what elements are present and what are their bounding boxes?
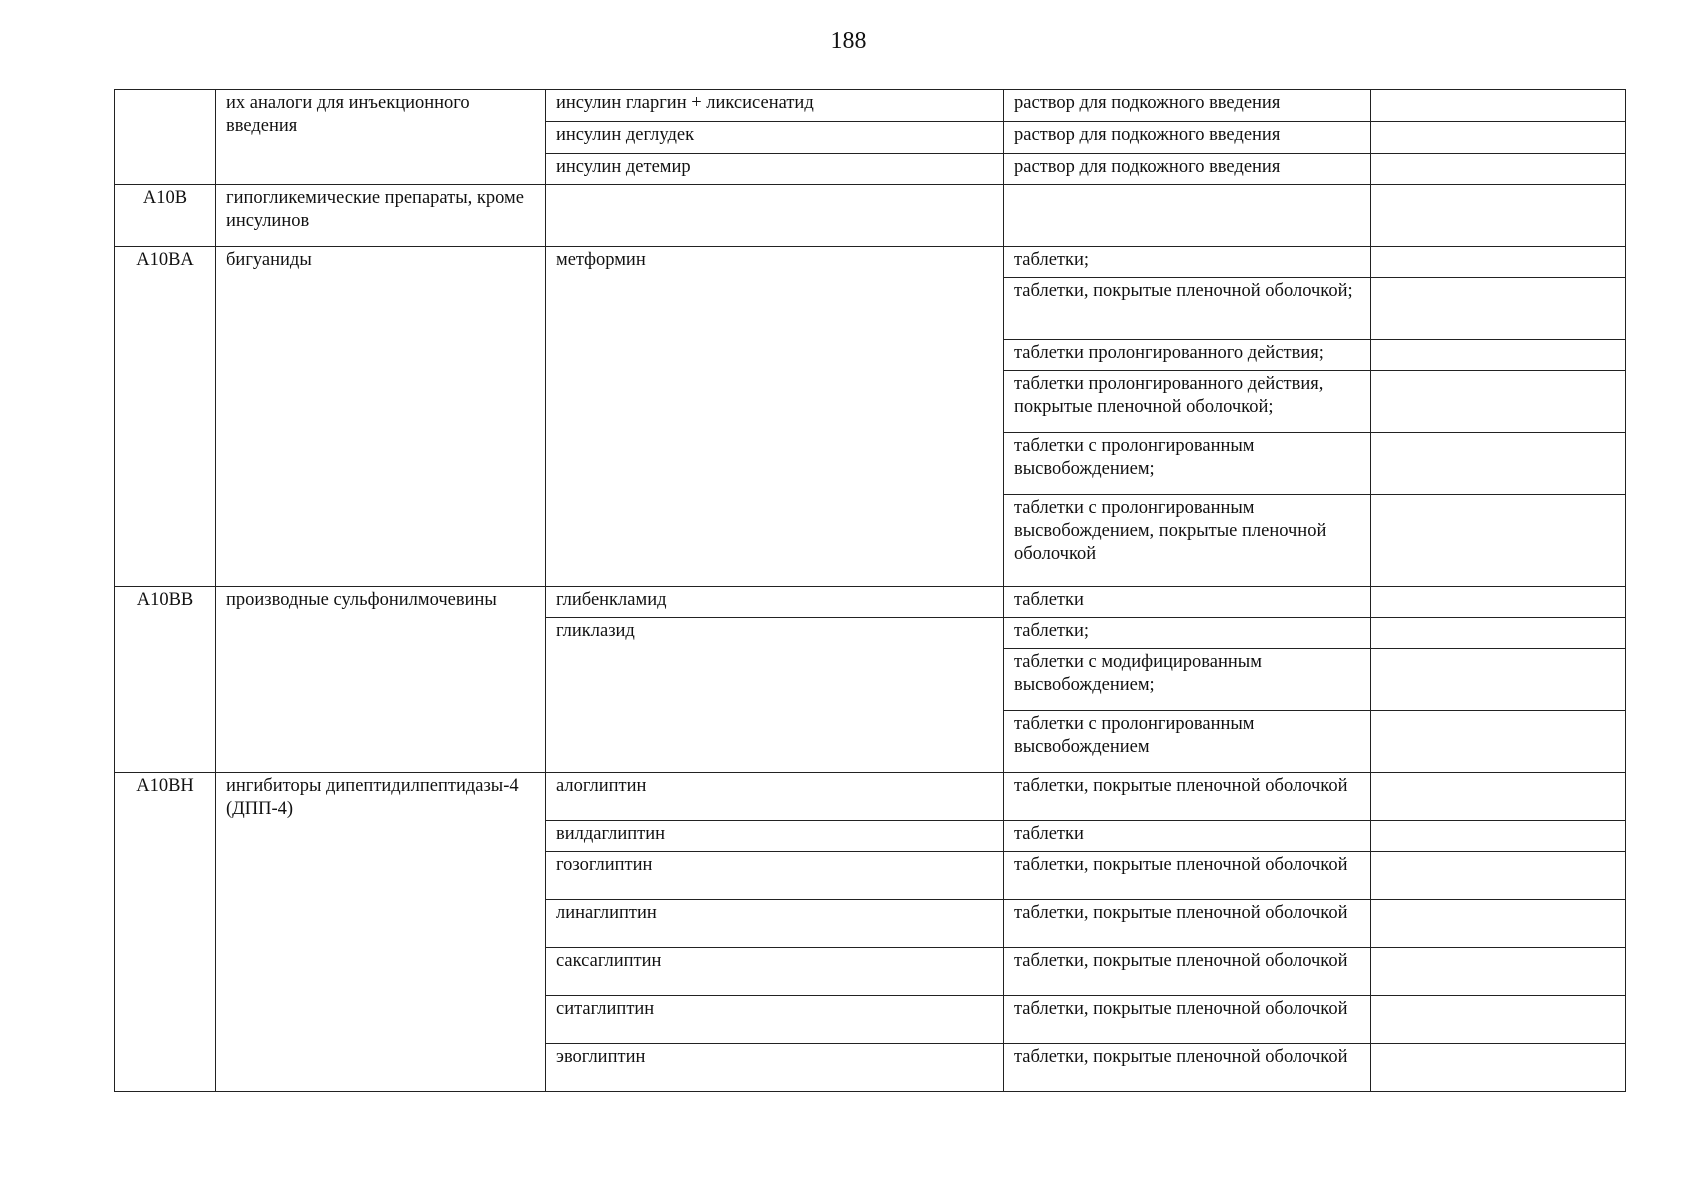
drug-name-cell: вилдаглиптин — [546, 821, 1004, 852]
empty-cell — [1371, 587, 1626, 618]
dosage-form-cell: таблетки, покрытые пленочной оболочкой — [1004, 773, 1371, 821]
empty-cell — [1371, 340, 1626, 371]
dosage-form-cell: раствор для подкожного введения — [1004, 154, 1371, 185]
dosage-form-cell: таблетки — [1004, 821, 1371, 852]
group-name-cell: их аналоги для инъекционного введения — [216, 90, 546, 185]
empty-cell — [1371, 278, 1626, 340]
dosage-form-cell: таблетки — [1004, 587, 1371, 618]
atc-code-cell: A10BB — [115, 587, 216, 773]
dosage-form-cell: таблетки, покрытые пленочной оболочкой — [1004, 900, 1371, 948]
group-name-cell: гипогликемические препараты, кроме инсулинов — [216, 185, 546, 247]
empty-cell — [1371, 433, 1626, 495]
table-row — [115, 587, 1626, 618]
group-name-cell: ингибиторы дипептидилпептидазы-4 (ДПП-4) — [216, 773, 546, 1092]
dosage-form-cell: таблетки; — [1004, 247, 1371, 278]
drug-name-cell: инсулин гларгин + ликсисенатид — [546, 90, 1004, 122]
table-row — [115, 247, 1626, 278]
drug-name-cell: гликлазид — [546, 618, 1004, 773]
dosage-form-cell: таблетки с пролонгированным высвобождением, покрытые пленочной оболочкой — [1004, 495, 1371, 587]
drug-name-cell: линаглиптин — [546, 900, 1004, 948]
dosage-form-cell: таблетки с пролонгированным высвобождением — [1004, 711, 1371, 773]
empty-cell — [1371, 154, 1626, 185]
drug-name-cell: инсулин деглудек — [546, 122, 1004, 154]
dosage-form-cell: таблетки, покрытые пленочной оболочкой — [1004, 948, 1371, 996]
dosage-form-cell: таблетки, покрытые пленочной оболочкой — [1004, 1044, 1371, 1092]
table-row — [115, 185, 1626, 247]
dosage-form-cell: таблетки с модифицированным высвобождением; — [1004, 649, 1371, 711]
drug-name-cell — [546, 185, 1004, 247]
dosage-form-cell: таблетки; — [1004, 618, 1371, 649]
empty-cell — [1371, 821, 1626, 852]
dosage-form-cell: таблетки, покрытые пленочной оболочкой; — [1004, 278, 1371, 340]
group-name-cell: бигуаниды — [216, 247, 546, 587]
empty-cell — [1371, 618, 1626, 649]
drug-list-table — [114, 89, 1626, 1092]
dosage-form-cell: таблетки с пролонгированным высвобождением; — [1004, 433, 1371, 495]
table-row — [115, 773, 1626, 821]
atc-code-cell — [115, 90, 216, 185]
drug-name-cell: инсулин детемир — [546, 154, 1004, 185]
drug-name-cell: гозоглиптин — [546, 852, 1004, 900]
dosage-form-cell: таблетки пролонгированного действия, покрытые пленочной оболочкой; — [1004, 371, 1371, 433]
drug-name-cell: эвоглиптин — [546, 1044, 1004, 1092]
empty-cell — [1371, 1044, 1626, 1092]
empty-cell — [1371, 247, 1626, 278]
table-row — [115, 90, 1626, 122]
atc-code-cell: A10BA — [115, 247, 216, 587]
empty-cell — [1371, 371, 1626, 433]
dosage-form-cell — [1004, 185, 1371, 247]
empty-cell — [1371, 852, 1626, 900]
dosage-form-cell: раствор для подкожного введения — [1004, 122, 1371, 154]
page-number: 188 — [830, 28, 867, 54]
drug-name-cell: алоглиптин — [546, 773, 1004, 821]
dosage-form-cell: таблетки, покрытые пленочной оболочкой — [1004, 996, 1371, 1044]
drug-name-cell: метформин — [546, 247, 1004, 587]
empty-cell — [1371, 900, 1626, 948]
drug-name-cell: глибенкламид — [546, 587, 1004, 618]
group-name-cell: производные сульфонилмочевины — [216, 587, 546, 773]
atc-code-cell: A10B — [115, 185, 216, 247]
empty-cell — [1371, 773, 1626, 821]
dosage-form-cell: таблетки пролонгированного действия; — [1004, 340, 1371, 371]
drug-name-cell: ситаглиптин — [546, 996, 1004, 1044]
atc-code-cell: A10BH — [115, 773, 216, 1092]
empty-cell — [1371, 185, 1626, 247]
dosage-form-cell: таблетки, покрытые пленочной оболочкой — [1004, 852, 1371, 900]
empty-cell — [1371, 122, 1626, 154]
empty-cell — [1371, 948, 1626, 996]
drug-name-cell: саксаглиптин — [546, 948, 1004, 996]
empty-cell — [1371, 90, 1626, 122]
dosage-form-cell: раствор для подкожного введения — [1004, 90, 1371, 122]
empty-cell — [1371, 649, 1626, 711]
empty-cell — [1371, 711, 1626, 773]
empty-cell — [1371, 996, 1626, 1044]
empty-cell — [1371, 495, 1626, 587]
